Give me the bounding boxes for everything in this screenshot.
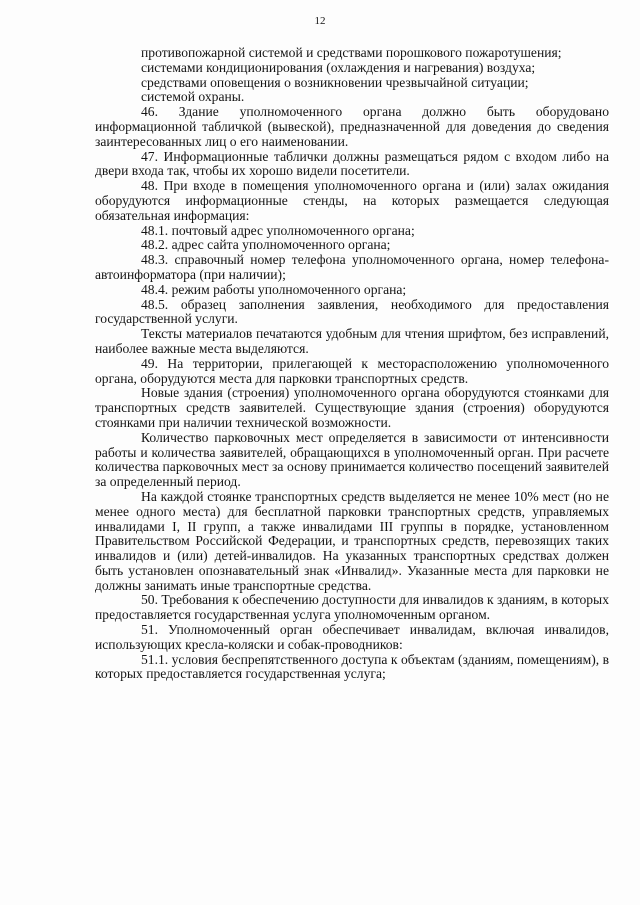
paragraph-48-2: 48.2. адрес сайта уполномоченного органа; [141,237,391,253]
paragraph-48-5: 48.5. образец заполнения заявления, необходимого для предоставления государственной услуги. [95,296,609,327]
paragraph-48-4: 48.4. режим работы уполномоченного органа; [141,281,407,297]
paragraph-48-3: 48.3. справочный номер телефона уполномоченного органа, номер телефона-автоинформатора (при наличии); [95,252,609,282]
paragraph-50: 50. Требования к обеспечению доступности для инвалидов к зданиям, в которых предоставляется государственная услуга уполномоченным органом. [95,592,609,623]
paragraph-47: 47. Информационные таблички должны размещаться рядом с входом либо на двери входа так, чтобы их хорошо видели посетители. [95,148,609,179]
paragraph-disabled-parking: На каждой стоянке транспортных средств выделяется не менее 10% мест (но не менее одного места) для бесплатной парковки транспортных средств, управляемых инвалидами I, II групп, а также инвалидами III группы в порядке, установленном Правительством Российской Федерации, и транспортных средств, перевозящих таких инвалидов и (или) детей-инвалидов. На указанных транспортных средствах должен быть установлен опознавательный знак «Инвалид». Указанные места для парковки не должны занимать иные транспортные средства. [95,488,609,593]
paragraph-49: 49. На территории, прилегающей к месторасположению уполномоченного органа, оборудуются места для парковки транспортных средств. [95,355,609,386]
list-item-emergency-alert: средствами оповещения о возникновении чрезвычайной ситуации; [141,74,529,90]
paragraph-51-1: 51.1. условия беспрепятственного доступа к объектам (зданиям, помещениям), в которых предоставляется государственная услуга; [95,651,609,682]
paragraph-48-1: 48.1. почтовый адрес уполномоченного органа; [141,222,415,238]
page-number: 12 [314,15,326,27]
paragraph-new-buildings: Новые здания (строения) уполномоченного органа оборудуются стоянками для транспортных средств заявителей. Существующие здания (строения) оборудуются стоянками при наличии технической возможности. [95,385,609,430]
paragraph-51: 51. Уполномоченный орган обеспечивает инвалидам, включая инвалидов, использующих кресла-коляски и собак-проводников: [95,622,609,652]
paragraph-materials-note: Тексты материалов печатаются удобным для чтения шрифтом, без исправлений, наиболее важные места выделяются. [95,326,609,356]
paragraph-parking-count: Количество парковочных мест определяется в зависимости от интенсивности работы и количества заявителей, обращающихся в уполномоченный орган. При расчете количества парковочных мест за основу принимается количество посещений заявителей за определенный период. [95,429,609,490]
paragraph-46: 46. Здание уполномоченного органа должно быть оборудовано информационной табличкой (вывеской), предназначенной для доведения до сведения заинтересованных лиц о его наименовании. [95,104,609,149]
list-item-air-conditioning: системами кондиционирования (охлаждения и нагревания) воздуха; [141,59,536,75]
list-item-fire-suppression: противопожарной системой и средствами порошкового пожаротушения; [141,45,562,60]
paragraph-48: 48. При входе в помещения уполномоченного органа и (или) залах ожидания оборудуются информационные стенды, на которых размещается следующая обязательная информация: [95,178,609,223]
list-item-security-system: системой охраны. [141,89,245,105]
document-body [95,46,609,682]
